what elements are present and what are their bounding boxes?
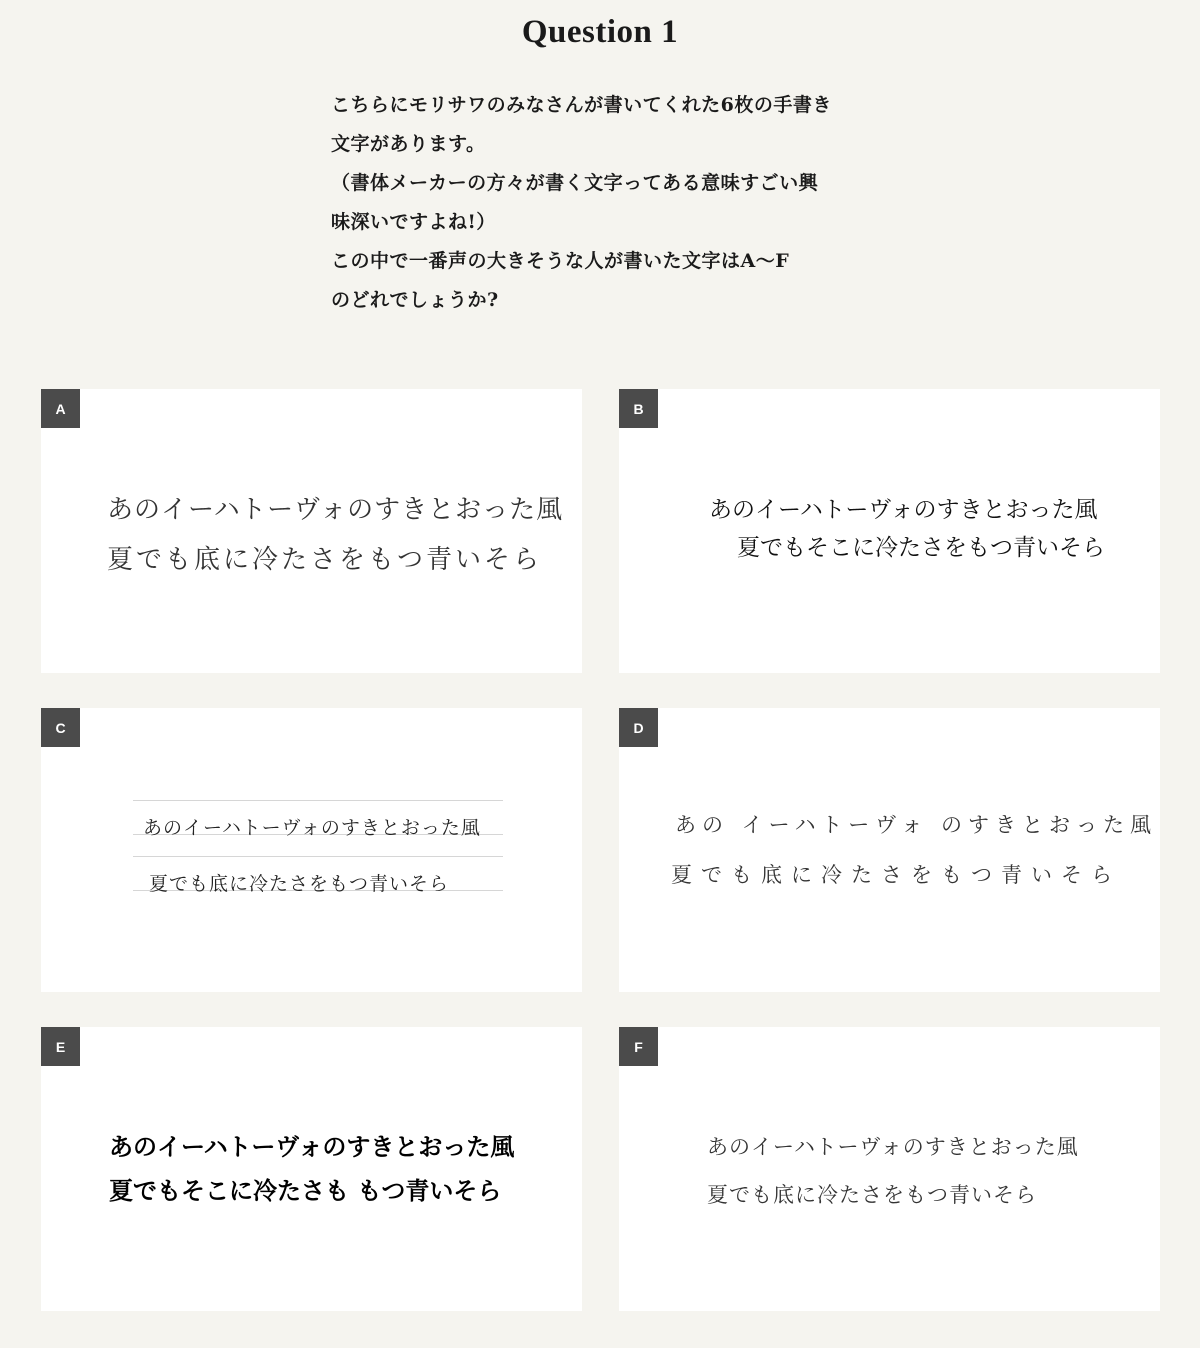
sample-line-1: あのイーハトーヴォのすきとおった風: [107, 495, 564, 525]
sample-line-1: あのイーハトーヴォのすきとおった風: [707, 1135, 1079, 1159]
question-line: こちらにモリサワのみなさんが書いてくれた6枚の手書き: [331, 94, 832, 116]
handwriting-card-a[interactable]: [41, 389, 582, 673]
handwriting-sample: [709, 491, 1105, 567]
card-label: D: [619, 708, 658, 747]
sample-line-1: あの イーハトーヴォ のすきとおった風: [675, 813, 1158, 837]
question-line: この中で一番声の大きそうな人が書いた文字はA〜F: [331, 250, 790, 272]
card-label: E: [41, 1027, 80, 1066]
sample-line-1: あのイーハトーヴォのすきとおった風: [709, 497, 1098, 523]
card-label: C: [41, 708, 80, 747]
sample-line-2: 夏でも底に冷たさをもつ青いそら: [149, 873, 450, 895]
question-line: （書体メーカーの方々が書く文字ってある意味すごい興: [331, 172, 819, 194]
sample-line-2: 夏でも底に冷たさをもつ青いそら: [707, 1183, 1037, 1207]
card-label: F: [619, 1027, 658, 1066]
question-line: のどれでしょうか?: [331, 289, 499, 311]
handwriting-card-f[interactable]: [619, 1027, 1160, 1311]
question-line: 味深いですよね!）: [331, 211, 496, 233]
handwriting-card-c[interactable]: [41, 708, 582, 992]
handwriting-card-d[interactable]: [619, 708, 1160, 992]
handwriting-card-e[interactable]: [41, 1027, 582, 1311]
sample-line-2: 夏でもそこに冷たさをもつ青いそら: [737, 535, 1105, 561]
sample-line-1: あのイーハトーヴォのすきとおった風: [143, 817, 481, 839]
sample-line-2: 夏でもそこに冷たさも もつ青いそら: [109, 1177, 502, 1205]
handwriting-card-b[interactable]: [619, 389, 1160, 673]
question-text: [331, 86, 891, 320]
handwriting-sample: [109, 1125, 514, 1213]
page-title: Question 1: [521, 14, 679, 50]
card-label: B: [619, 389, 658, 428]
sample-line-2: 夏でも底に冷たさをもつ青いそら: [107, 545, 543, 575]
handwriting-sample: [143, 800, 481, 912]
card-label: A: [41, 389, 80, 428]
handwriting-sample: [107, 485, 563, 585]
sample-line-2: 夏でも底に冷たさをもつ青いそら: [671, 863, 1121, 887]
handwriting-sample: [707, 1123, 1079, 1219]
handwriting-sample: [671, 800, 1157, 900]
question-line: 文字があります。: [331, 133, 486, 155]
sample-line-1: あのイーハトーヴォのすきとおった風: [109, 1133, 515, 1161]
